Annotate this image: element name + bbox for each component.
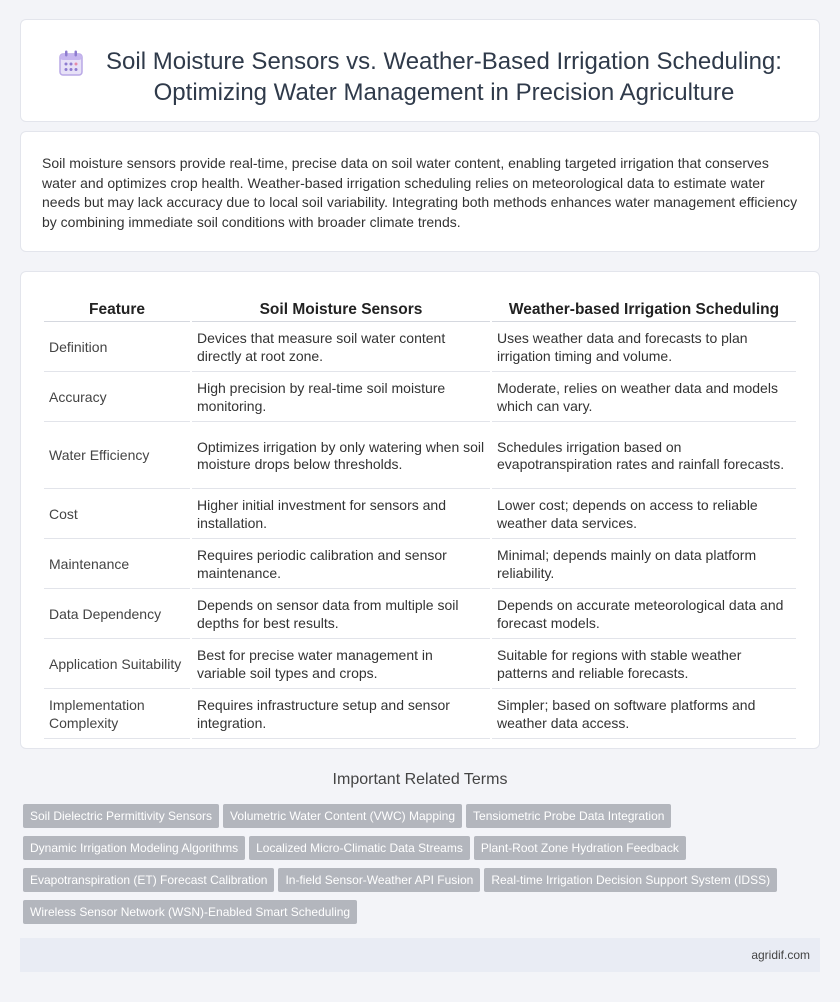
title-line-1: Soil Moisture Sensors vs. Weather-Based Irrigation Scheduling:: [106, 48, 782, 75]
weather-cell: Uses weather data and forecasts to plan irrigation timing and volume.: [492, 324, 796, 372]
table-row: [44, 591, 796, 639]
table-row: [44, 424, 796, 489]
soil-cell: Depends on sensor data from multiple soil depths for best results.: [192, 591, 490, 639]
header-feature: Feature: [44, 298, 190, 322]
feature-cell: Accuracy: [44, 374, 190, 422]
weather-cell: Schedules irrigation based on evapotranspiration rates and rainfall forecasts.: [492, 424, 796, 489]
soil-cell: Higher initial investment for sensors and installation.: [192, 491, 490, 539]
soil-cell: Optimizes irrigation by only watering when soil moisture drops below thresholds.: [192, 424, 490, 489]
soil-cell: High precision by real-time soil moisture monitoring.: [192, 374, 490, 422]
comparison-table: [42, 296, 798, 741]
intro-card: [20, 131, 820, 252]
feature-cell: Water Efficiency: [44, 424, 190, 489]
related-term-tag[interactable]: Plant-Root Zone Hydration Feedback: [474, 836, 686, 860]
related-terms-title: Important Related Terms: [332, 771, 508, 788]
soil-cell: Requires infrastructure setup and sensor integration.: [192, 691, 490, 739]
footer-site-link[interactable]: agridif.com: [751, 948, 810, 962]
table-row: [44, 541, 796, 589]
related-terms-tags: [23, 804, 823, 932]
calendar-icon: [58, 49, 84, 77]
page-title: [106, 46, 782, 108]
related-term-tag[interactable]: In-field Sensor-Weather API Fusion: [278, 868, 480, 892]
weather-cell: Lower cost; depends on access to reliable weather data services.: [492, 491, 796, 539]
table-row: [44, 324, 796, 372]
comparison-card: [20, 271, 820, 749]
related-term-tag[interactable]: Volumetric Water Content (VWC) Mapping: [223, 804, 462, 828]
feature-cell: Cost: [44, 491, 190, 539]
table-row: [44, 374, 796, 422]
related-term-tag[interactable]: Evapotranspiration (ET) Forecast Calibration: [23, 868, 274, 892]
related-term-tag[interactable]: Wireless Sensor Network (WSN)-Enabled Smart Scheduling: [23, 900, 357, 924]
footer: [20, 938, 820, 972]
title-wrap: [21, 20, 819, 108]
table-header-row: [44, 298, 796, 322]
table-row: [44, 691, 796, 739]
weather-cell: Simpler; based on software platforms and weather data access.: [492, 691, 796, 739]
related-term-tag[interactable]: Tensiometric Probe Data Integration: [466, 804, 671, 828]
header-card: [20, 19, 820, 122]
feature-cell: Application Suitability: [44, 641, 190, 689]
feature-cell: Maintenance: [44, 541, 190, 589]
related-term-tag[interactable]: Dynamic Irrigation Modeling Algorithms: [23, 836, 245, 860]
soil-cell: Devices that measure soil water content directly at root zone.: [192, 324, 490, 372]
feature-cell: Definition: [44, 324, 190, 372]
title-line-2: Optimizing Water Management in Precision Agriculture: [153, 79, 735, 106]
weather-cell: Suitable for regions with stable weather patterns and reliable forecasts.: [492, 641, 796, 689]
soil-cell: Requires periodic calibration and sensor maintenance.: [192, 541, 490, 589]
weather-cell: Minimal; depends mainly on data platform reliability.: [492, 541, 796, 589]
feature-cell: Data Dependency: [44, 591, 190, 639]
weather-cell: Depends on accurate meteorological data and forecast models.: [492, 591, 796, 639]
table-row: [44, 491, 796, 539]
feature-cell: Implementation Complexity: [44, 691, 190, 739]
related-term-tag[interactable]: Localized Micro-Climatic Data Streams: [249, 836, 470, 860]
soil-cell: Best for precise water management in variable soil types and crops.: [192, 641, 490, 689]
related-term-tag[interactable]: Real-time Irrigation Decision Support System (IDSS): [484, 868, 777, 892]
intro-text: Soil moisture sensors provide real-time, precise data on soil water content, enabling targeted irrigation that conserves water and optimizes crop health. Weather-based irrigation scheduling relies on meteorological data to estimate water needs but may lack accuracy due to local soil variability. Integrating both methods enhances water management efficiency by combining immediate soil conditions with broader climate trends.: [42, 155, 798, 230]
related-term-tag[interactable]: Soil Dielectric Permittivity Sensors: [23, 804, 219, 828]
weather-cell: Moderate, relies on weather data and models which can vary.: [492, 374, 796, 422]
table-row: [44, 641, 796, 689]
header-weather-based: Weather-based Irrigation Scheduling: [492, 298, 796, 322]
header-soil-moisture: Soil Moisture Sensors: [192, 298, 490, 322]
